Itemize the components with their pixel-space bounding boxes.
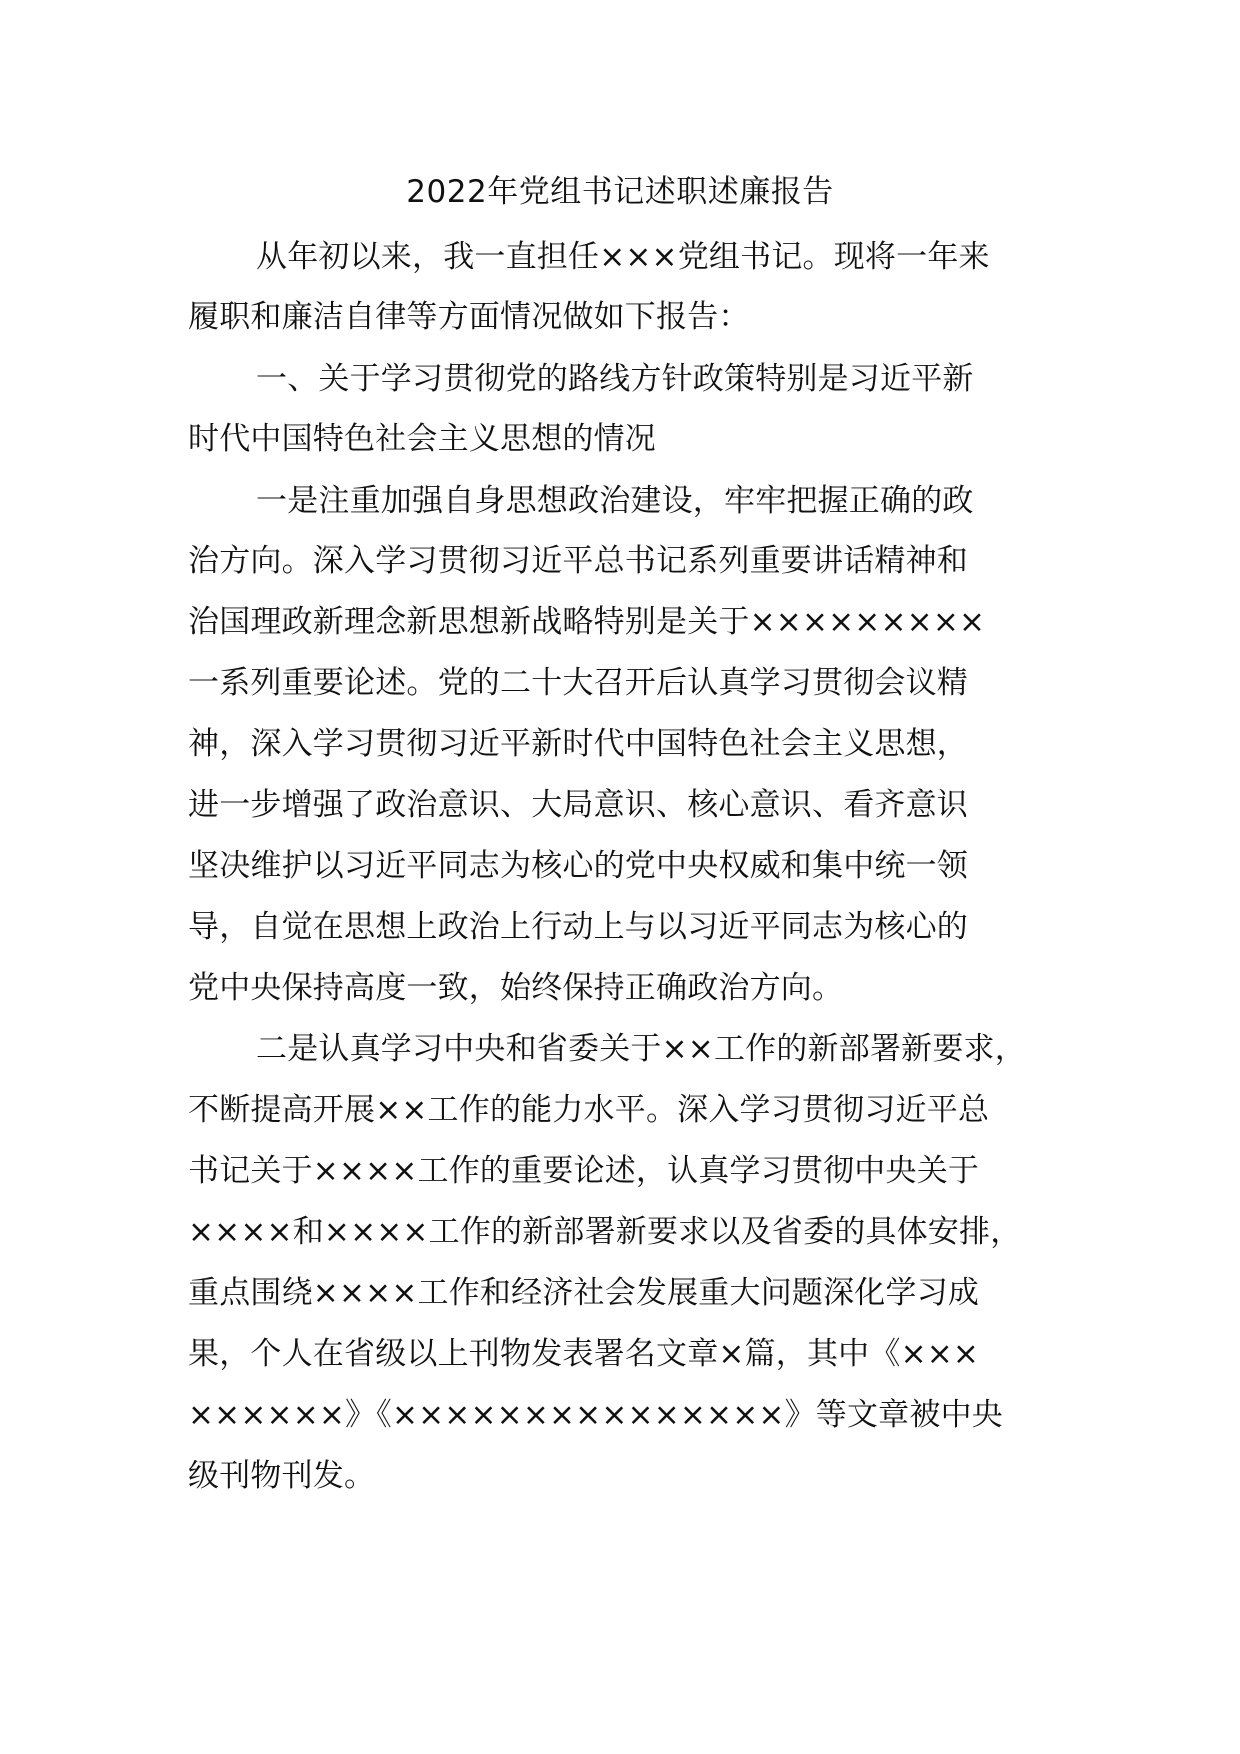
paragraph-2-line-5: 神，深入学习贯彻习近平新时代中国特色社会主义思想， <box>188 726 968 762</box>
paragraph-3-line-3: 书记关于××××工作的重要论述，认真学习贯彻中央关于 <box>188 1153 980 1189</box>
paragraph-2-line-2: 治方向。深入学习贯彻习近平总书记系列重要讲话精神和 <box>188 543 968 579</box>
paragraph-2-line-4: 一系列重要论述。党的二十大召开后认真学习贯彻会议精 <box>188 665 968 701</box>
section-heading-1-line-1: 一、关于学习贯彻党的路线方针政策特别是习近平新 <box>256 361 974 397</box>
document-title: 2022年党组书记述职述廉报告 <box>406 174 834 210</box>
paragraph-2-line-8: 导，自觉在思想上政治上行动上与以习近平同志为核心的 <box>188 909 968 945</box>
paragraph-2-line-6: 进一步增强了政治意识、大局意识、核心意识、看齐意识 <box>188 787 968 823</box>
paragraph-3-line-4: ××××和××××工作的新部署新要求以及省委的具体安排， <box>188 1214 1022 1250</box>
paragraph-3-line-2: 不断提高开展××工作的能力水平。深入学习贯彻习近平总 <box>188 1092 990 1128</box>
paragraph-3-line-8: 级刊物刊发。 <box>188 1458 376 1494</box>
paragraph-2-line-7: 坚决维护以习近平同志为核心的党中央权威和集中统一领 <box>188 848 968 884</box>
section-heading-1-line-2: 时代中国特色社会主义思想的情况 <box>188 421 656 457</box>
paragraph-3-line-6: 果，个人在省级以上刊物发表署名文章×篇，其中《××× <box>188 1336 980 1372</box>
paragraph-3-line-7: ××××××》《×××××××××××××××》等文章被中央 <box>188 1397 1003 1433</box>
paragraph-2-line-9: 党中央保持高度一致，始终保持正确政治方向。 <box>188 970 844 1006</box>
paragraph-3-line-1: 二是认真学习中央和省委关于××工作的新部署新要求， <box>256 1031 1026 1067</box>
paragraph-3-line-5: 重点围绕××××工作和经济社会发展重大问题深化学习成 <box>188 1275 980 1311</box>
paragraph-1-line-1: 从年初以来，我一直担任×××党组书记。现将一年来 <box>256 239 990 275</box>
paragraph-1-line-2: 履职和廉洁自律等方面情况做如下报告： <box>188 299 750 335</box>
paragraph-2-line-1: 一是注重加强自身思想政治建设，牢牢把握正确的政 <box>256 483 974 519</box>
paragraph-2-line-3: 治国理政新理念新思想新战略特别是关于××××××××× <box>188 604 986 640</box>
